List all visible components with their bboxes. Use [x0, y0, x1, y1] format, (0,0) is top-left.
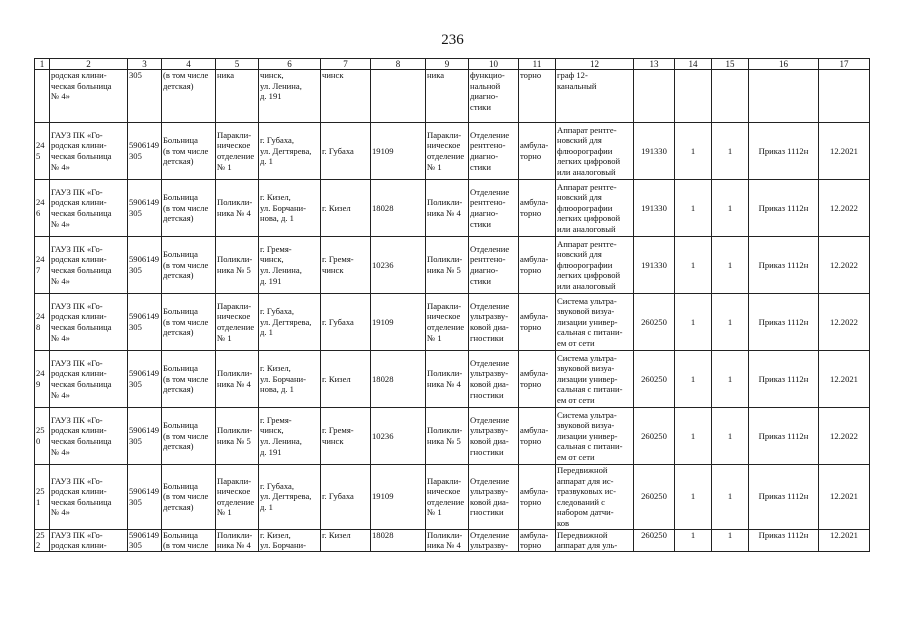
table-cell-col-10: Отделение ультразву- ковой диа- гностики [469, 465, 519, 530]
table-cell-col-3: 5906149 305 [128, 237, 162, 294]
table-cell-col-6: чинск, ул. Ленина, д. 191 [259, 70, 321, 123]
table-cell-col-6: г. Гремя- чинск, ул. Ленина, д. 191 [259, 408, 321, 465]
table-cell-col-4: (в том числе детская) [162, 70, 216, 123]
table-cell-col-5: Паракли- ническое отделение № 1 [216, 294, 259, 351]
table-cell-col-5: Паракли- ническое отделение № 1 [216, 465, 259, 530]
table-cell-col-1: 250 [35, 408, 50, 465]
table-cell-col-10: Отделение ультразву- [469, 529, 519, 551]
column-header-15: 15 [712, 59, 749, 70]
table-cell-col-6: г. Кизел, ул. Борчани- нова, д. 1 [259, 180, 321, 237]
table-cell-col-12: Аппарат рентге- новский для флюорографии легких цифровой или аналоговый [556, 237, 634, 294]
table-cell-col-17: 12.2021 [819, 351, 870, 408]
table-cell-col-8: 10236 [371, 237, 426, 294]
table-cell-col-2: ГАУЗ ПК «Го- родская клини- ческая больница № 4» [50, 465, 128, 530]
table-cell-col-9: Поликли- ника № 4 [426, 529, 469, 551]
table-cell-col-13: 260250 [634, 529, 675, 551]
table-cell-col-15: 1 [712, 408, 749, 465]
table-cell-col-16: Приказ 1112н [749, 408, 819, 465]
table-cell-col-3: 5906149 305 [128, 408, 162, 465]
table-cell-col-2: родская клини- ческая больница № 4» [50, 70, 128, 123]
table-cell-col-3: 5906149 305 [128, 529, 162, 551]
table-cell-col-9: Поликли- ника № 5 [426, 237, 469, 294]
table-cell-col-4: Больница (в том числе детская) [162, 408, 216, 465]
table-cell-col-4: Больница (в том числе [162, 529, 216, 551]
table-cell-col-8 [371, 70, 426, 123]
table-cell-col-11: амбула- торно [519, 408, 556, 465]
column-header-6: 6 [259, 59, 321, 70]
table-cell-col-8: 19109 [371, 294, 426, 351]
table-cell-col-4: Больница (в том числе детская) [162, 237, 216, 294]
table-row [35, 294, 870, 351]
table-cell-col-13: 191330 [634, 180, 675, 237]
table-cell-col-11: амбула- торно [519, 180, 556, 237]
table-row [35, 465, 870, 530]
table-cell-col-10: Отделение рентгено- диагно- стики [469, 237, 519, 294]
table-cell-col-1: 251 [35, 465, 50, 530]
table-row [35, 529, 870, 551]
table-cell-col-17: 12.2022 [819, 180, 870, 237]
table-cell-col-15: 1 [712, 237, 749, 294]
equipment-table [34, 58, 870, 552]
table-cell-col-12: Передвижной аппарат для уль- [556, 529, 634, 551]
table-cell-col-13: 260250 [634, 351, 675, 408]
table-cell-col-13: 191330 [634, 123, 675, 180]
table-cell-col-10: Отделение ультразву- ковой диа- гностики [469, 351, 519, 408]
table-cell-col-11: амбула- торно [519, 465, 556, 530]
table-cell-col-3: 5906149 305 [128, 180, 162, 237]
table-cell-col-11: амбула- торно [519, 294, 556, 351]
table-cell-col-10: Отделение рентгено- диагно- стики [469, 123, 519, 180]
table-cell-col-15: 1 [712, 465, 749, 530]
table-cell-col-7: г. Губаха [321, 465, 371, 530]
table-cell-col-17: 12.2021 [819, 123, 870, 180]
table-row [35, 237, 870, 294]
table-cell-col-7: г. Гремя- чинск [321, 237, 371, 294]
table-cell-col-16: Приказ 1112н [749, 465, 819, 530]
table-cell-col-7: г. Губаха [321, 294, 371, 351]
table-cell-col-4: Больница (в том числе детская) [162, 465, 216, 530]
table-cell-col-8: 19109 [371, 123, 426, 180]
column-header-1: 1 [35, 59, 50, 70]
column-header-4: 4 [162, 59, 216, 70]
table-cell-col-5: Поликли- ника № 5 [216, 237, 259, 294]
table-cell-col-5: Поликли- ника № 4 [216, 529, 259, 551]
table-cell-col-14: 1 [675, 351, 712, 408]
table-cell-col-1: 252 [35, 529, 50, 551]
column-header-12: 12 [556, 59, 634, 70]
table-cell-col-3: 305 [128, 70, 162, 123]
table-cell-col-12: Передвижной аппарат для ис- тразвуковых ис- следований с набором датчи- ков [556, 465, 634, 530]
table-cell-col-10: Отделение рентгено- диагно- стики [469, 180, 519, 237]
table-cell-col-12: Аппарат рентге- новский для флюорографии легких цифровой или аналоговый [556, 180, 634, 237]
table-cell-col-14: 1 [675, 465, 712, 530]
table-cell-col-5: ника [216, 70, 259, 123]
table-row-continuation [35, 70, 870, 123]
table-cell-col-9: Поликли- ника № 5 [426, 408, 469, 465]
table-cell-col-5: Поликли- ника № 5 [216, 408, 259, 465]
table-cell-col-1: 245 [35, 123, 50, 180]
table-cell-col-7: г. Гремя- чинск [321, 408, 371, 465]
column-header-2: 2 [50, 59, 128, 70]
table-cell-col-6: г. Кизел, ул. Борчани- нова, д. 1 [259, 351, 321, 408]
table-cell-col-5: Паракли- ническое отделение № 1 [216, 123, 259, 180]
table-cell-col-2: ГАУЗ ПК «Го- родская клини- ческая больница № 4» [50, 351, 128, 408]
table-cell-col-1: 246 [35, 180, 50, 237]
table-cell-col-16: Приказ 1112н [749, 123, 819, 180]
table-cell-col-3: 5906149 305 [128, 351, 162, 408]
table-cell-col-7: г. Кизел [321, 180, 371, 237]
table-cell-col-8: 18028 [371, 180, 426, 237]
table-cell-col-12: граф 12- канальный [556, 70, 634, 123]
table-cell-col-2: ГАУЗ ПК «Го- родская клини- ческая больница № 4» [50, 237, 128, 294]
table-cell-col-3: 5906149 305 [128, 465, 162, 530]
table-cell-col-15: 1 [712, 529, 749, 551]
column-header-14: 14 [675, 59, 712, 70]
table-cell-col-11: амбула- торно [519, 529, 556, 551]
table-cell-col-16: Приказ 1112н [749, 180, 819, 237]
table-cell-col-2: ГАУЗ ПК «Го- родская клини- [50, 529, 128, 551]
table-cell-col-11: амбула- торно [519, 123, 556, 180]
table-cell-col-11: амбула- торно [519, 237, 556, 294]
table-cell-col-9: Паракли- ническое отделение № 1 [426, 465, 469, 530]
table-cell-col-13: 260250 [634, 294, 675, 351]
table-cell-col-6: г. Губаха, ул. Дегтярева, д. 1 [259, 294, 321, 351]
table-cell-col-6: г. Губаха, ул. Дегтярева, д. 1 [259, 465, 321, 530]
column-header-11: 11 [519, 59, 556, 70]
table-cell-col-2: ГАУЗ ПК «Го- родская клини- ческая больница № 4» [50, 294, 128, 351]
table-cell-col-17: 12.2022 [819, 237, 870, 294]
table-row [35, 408, 870, 465]
table-cell-col-9: Поликли- ника № 4 [426, 351, 469, 408]
table-cell-col-10: функцио- нальной диагно- стики [469, 70, 519, 123]
table-cell-col-15: 1 [712, 123, 749, 180]
table-cell-col-7: г. Кизел [321, 529, 371, 551]
table-cell-col-17: 12.2021 [819, 529, 870, 551]
table-cell-col-4: Больница (в том числе детская) [162, 180, 216, 237]
table-cell-col-13: 191330 [634, 237, 675, 294]
table-cell-col-17: 12.2022 [819, 294, 870, 351]
table-row [35, 180, 870, 237]
table-cell-col-8: 18028 [371, 351, 426, 408]
column-header-7: 7 [321, 59, 371, 70]
table-cell-col-7: г. Губаха [321, 123, 371, 180]
table-cell-col-1: 247 [35, 237, 50, 294]
table-cell-col-14: 1 [675, 180, 712, 237]
table-cell-col-15: 1 [712, 180, 749, 237]
table-cell-col-9: Паракли- ническое отделение № 1 [426, 123, 469, 180]
column-header-3: 3 [128, 59, 162, 70]
table-cell-col-16: Приказ 1112н [749, 351, 819, 408]
column-header-5: 5 [216, 59, 259, 70]
page-number: 236 [441, 32, 464, 48]
table-body [35, 70, 870, 552]
table-cell-col-4: Больница (в том числе детская) [162, 294, 216, 351]
table-cell-col-16: Приказ 1112н [749, 529, 819, 551]
table-cell-col-6: г. Гремя- чинск, ул. Ленина, д. 191 [259, 237, 321, 294]
column-header-17: 17 [819, 59, 870, 70]
table-cell-col-12: Аппарат рентге- новский для флюорографии легких цифровой или аналоговый [556, 123, 634, 180]
table-cell-col-1: 249 [35, 351, 50, 408]
table-cell-col-2: ГАУЗ ПК «Го- родская клини- ческая больница № 4» [50, 180, 128, 237]
table-cell-col-16: Приказ 1112н [749, 294, 819, 351]
column-header-10: 10 [469, 59, 519, 70]
table-cell-col-17: 12.2021 [819, 465, 870, 530]
table-cell-col-14: 1 [675, 529, 712, 551]
column-header-16: 16 [749, 59, 819, 70]
table-cell-col-9: Паракли- ническое отделение № 1 [426, 294, 469, 351]
table-row [35, 123, 870, 180]
table-cell-col-1: 248 [35, 294, 50, 351]
column-header-8: 8 [371, 59, 426, 70]
table-cell-col-5: Поликли- ника № 4 [216, 180, 259, 237]
column-header-9: 9 [426, 59, 469, 70]
table-cell-col-3: 5906149 305 [128, 123, 162, 180]
table-cell-col-13: 260250 [634, 408, 675, 465]
table-cell-col-16: Приказ 1112н [749, 237, 819, 294]
column-header-13: 13 [634, 59, 675, 70]
table-cell-col-15 [712, 70, 749, 123]
table-row [35, 351, 870, 408]
table-cell-col-14: 1 [675, 408, 712, 465]
table-cell-col-6: г. Кизел, ул. Борчани- [259, 529, 321, 551]
table-cell-col-13: 260250 [634, 465, 675, 530]
table-cell-col-9: Поликли- ника № 4 [426, 180, 469, 237]
table-cell-col-12: Система ультра- звуковой визуа- лизации универ- сальная с питани- ем от сети [556, 408, 634, 465]
table-cell-col-14: 1 [675, 294, 712, 351]
table-cell-col-7: г. Кизел [321, 351, 371, 408]
table-cell-col-17 [819, 70, 870, 123]
table-cell-col-10: Отделение ультразву- ковой диа- гностики [469, 408, 519, 465]
table-cell-col-8: 19109 [371, 465, 426, 530]
table-cell-col-11: амбула- торно [519, 351, 556, 408]
table-cell-col-2: ГАУЗ ПК «Го- родская клини- ческая больница № 4» [50, 408, 128, 465]
table-cell-col-9: ника [426, 70, 469, 123]
table-cell-col-14 [675, 70, 712, 123]
table-cell-col-3: 5906149 305 [128, 294, 162, 351]
table-cell-col-10: Отделение ультразву- ковой диа- гностики [469, 294, 519, 351]
table-cell-col-2: ГАУЗ ПК «Го- родская клини- ческая больница № 4» [50, 123, 128, 180]
table-cell-col-16 [749, 70, 819, 123]
table-cell-col-8: 18028 [371, 529, 426, 551]
table-cell-col-12: Система ультра- звуковой визуа- лизации универ- сальная с питани- ем от сети [556, 351, 634, 408]
table-cell-col-14: 1 [675, 237, 712, 294]
table-cell-col-15: 1 [712, 351, 749, 408]
table-cell-col-4: Больница (в том числе детская) [162, 123, 216, 180]
table-cell-col-15: 1 [712, 294, 749, 351]
table-cell-col-14: 1 [675, 123, 712, 180]
table-cell-col-7: чинск [321, 70, 371, 123]
table-cell-col-1 [35, 70, 50, 123]
header-row [35, 59, 870, 70]
table-cell-col-4: Больница (в том числе детская) [162, 351, 216, 408]
table-cell-col-17: 12.2022 [819, 408, 870, 465]
table-cell-col-11: торно [519, 70, 556, 123]
table-cell-col-12: Система ультра- звуковой визуа- лизации универ- сальная с питани- ем от сети [556, 294, 634, 351]
table-cell-col-8: 10236 [371, 408, 426, 465]
table-cell-col-13 [634, 70, 675, 123]
table-cell-col-5: Поликли- ника № 4 [216, 351, 259, 408]
table-cell-col-6: г. Губаха, ул. Дегтярева, д. 1 [259, 123, 321, 180]
